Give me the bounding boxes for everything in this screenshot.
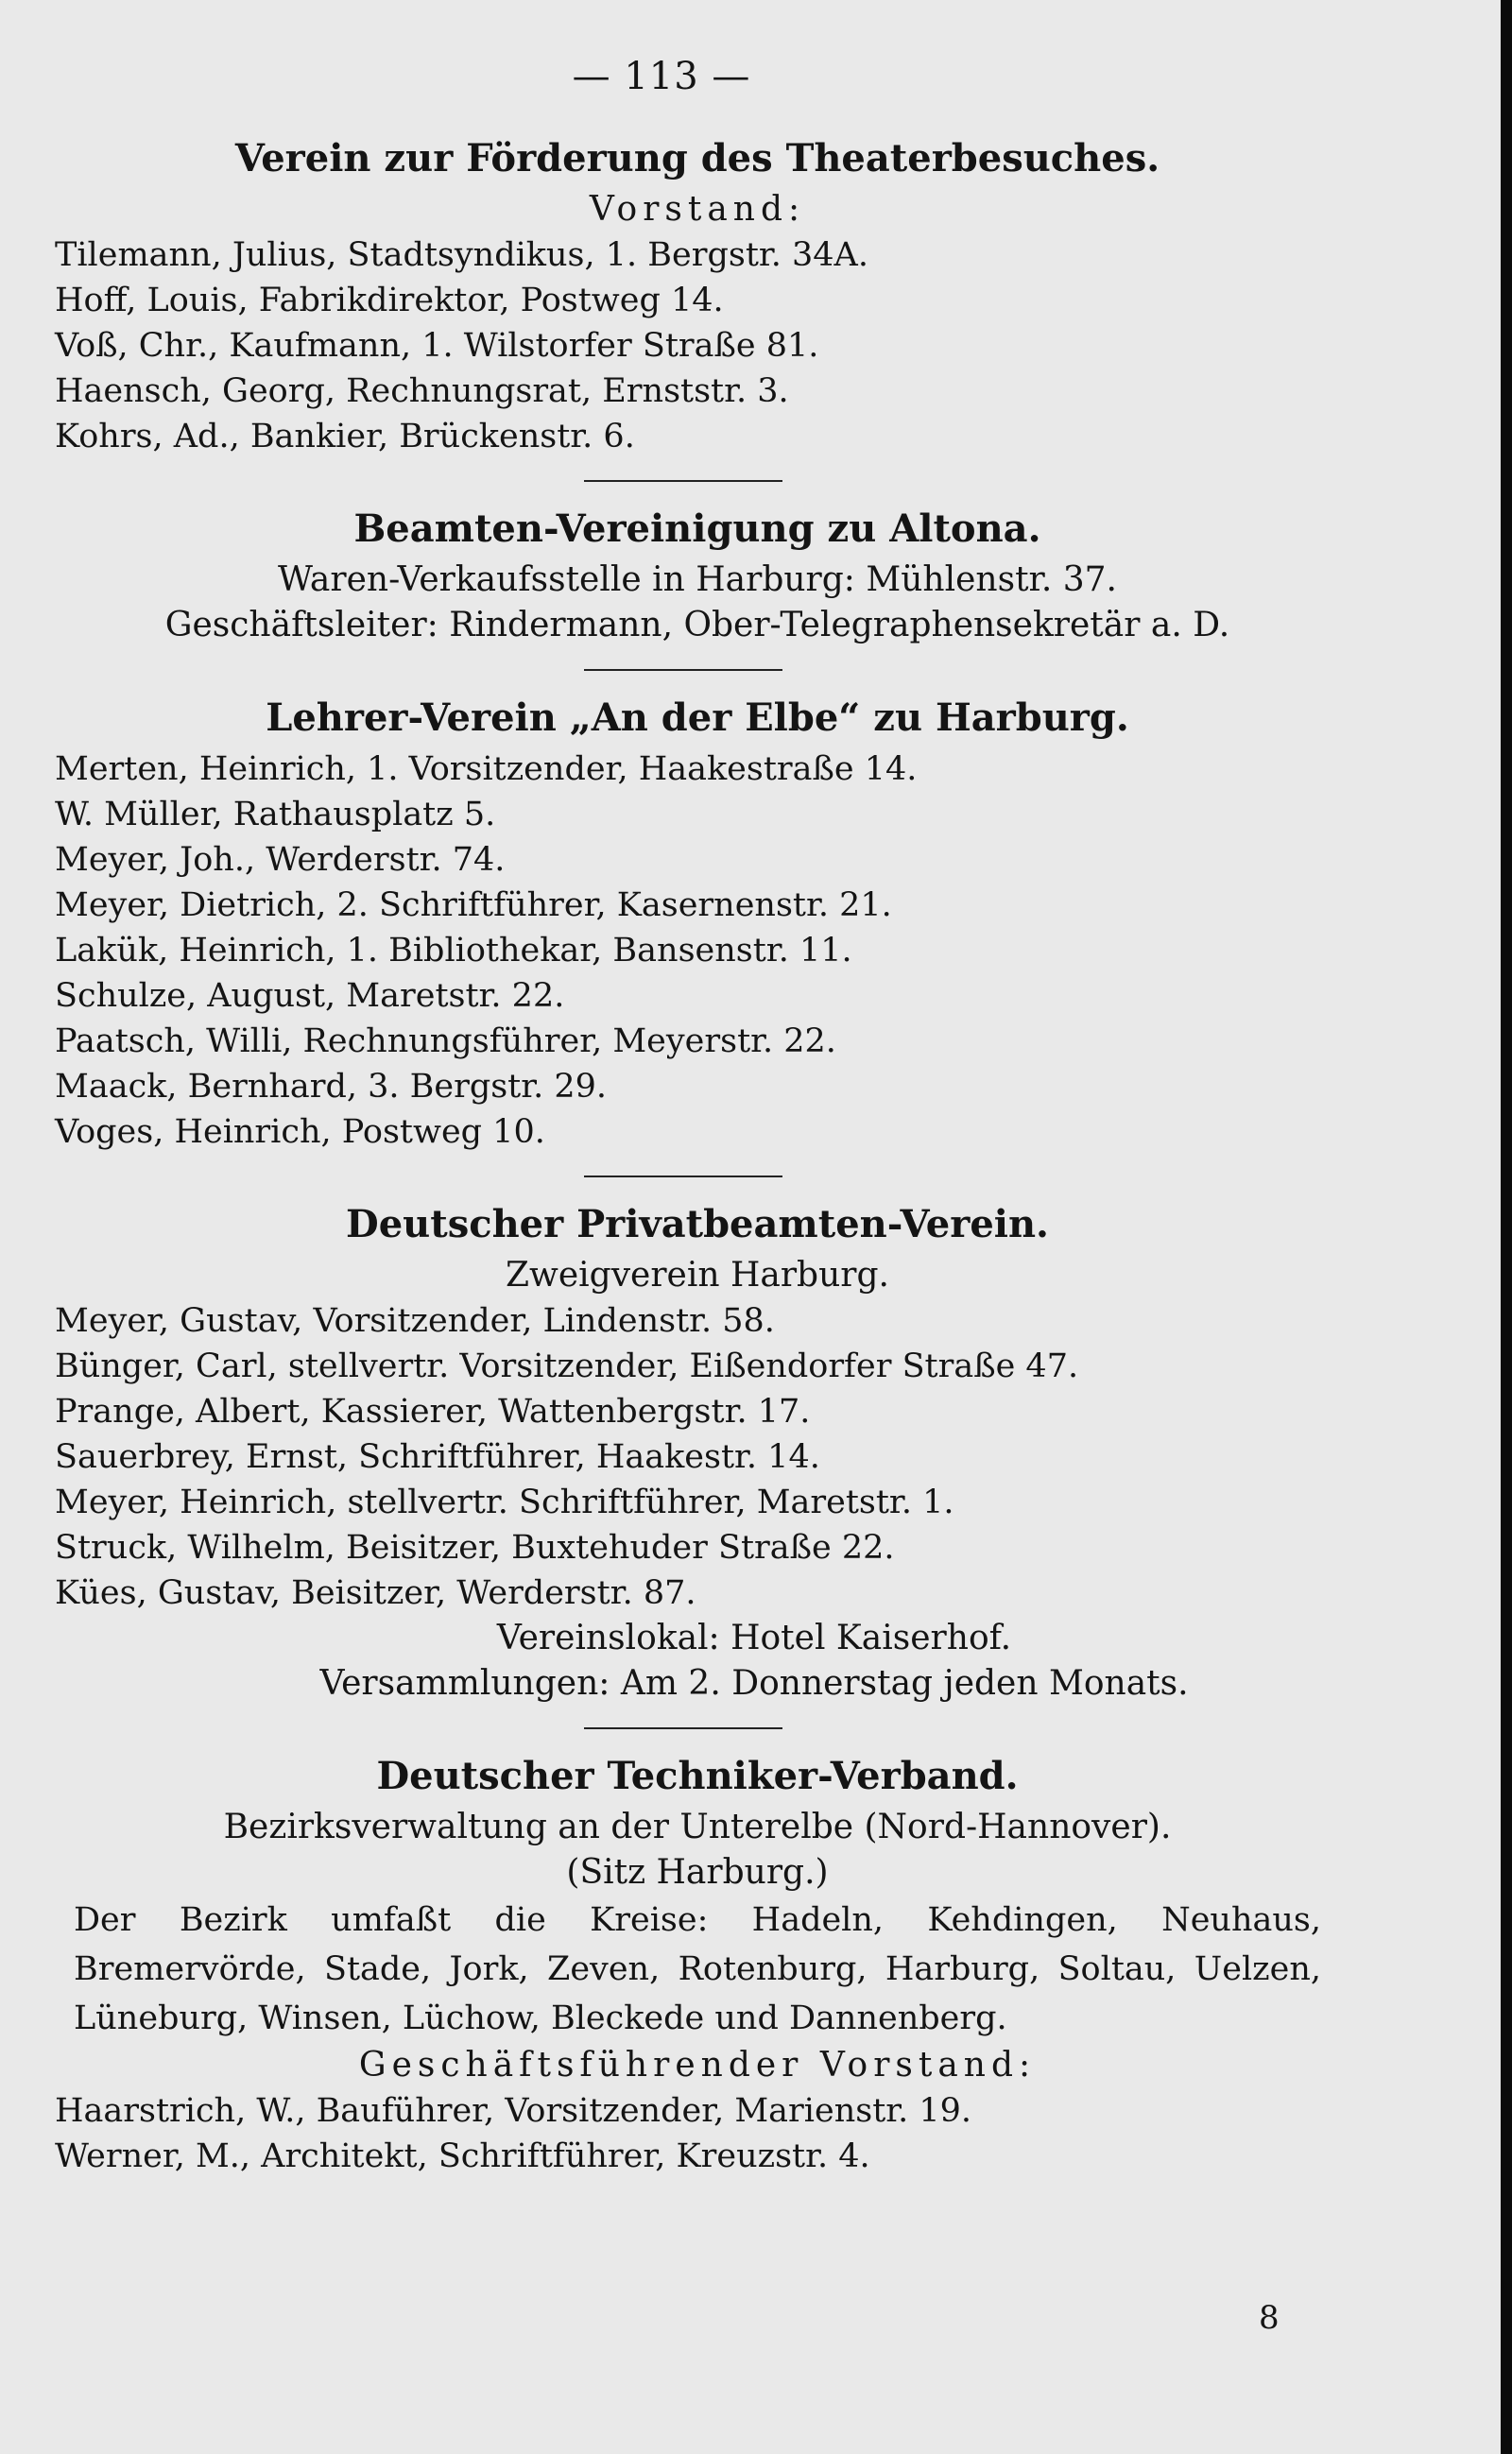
section-title: Beamten-Vereinigung zu Altona. [353,506,1041,551]
section-title: Lehrer-Verein „An der Elbe“ zu Harburg. [266,695,1129,740]
section-privatbeamten-verein [55,1196,1340,1707]
member-line: Haarstrich, W., Bauführer, Vorsitzender, Marienstr. 19. [55,2092,972,2130]
section-title: Verein zur Förderung des Theaterbesuches. [234,136,1160,180]
section-divider [584,669,782,671]
member-line: Meyer, Dietrich, 2. Schriftführer, Kasernenstr. 21. [55,886,892,924]
member-line: Meyer, Joh., Werderstr. 74. [55,841,506,879]
member-line: Kües, Gustav, Beisitzer, Werderstr. 87. [55,1574,696,1612]
member-line: Bünger, Carl, stellvertr. Vorsitzender, Eißendorfer Straße 47. [55,1347,1079,1385]
member-line: Schulze, August, Maretstr. 22. [55,977,565,1015]
section-beamten-vereinigung [55,501,1340,648]
district-paragraph: Der Bezirk umfaßt die Kreise: Hadeln, Kehdingen, Neuhaus, Bremervörde, Stade, Jork, Zeven, Rotenburg, Harburg, Soltau, Uelzen, Lüneburg, Winsen, Lüchow, Bleckede und Dannenberg. [74,1901,1321,2037]
section-divider [584,480,782,482]
member-line: Meyer, Gustav, Vorsitzender, Lindenstr. 58. [55,1302,775,1340]
section-subtitle: Zweigverein Harburg. [506,1256,889,1295]
section-title: Deutscher Techniker-Verband. [376,1754,1019,1798]
member-line: Kohrs, Ad., Bankier, Brückenstr. 6. [55,418,635,455]
section-subtitle: Vorstand: [589,190,806,229]
signature-mark: 8 [1259,2299,1280,2337]
member-line: Hoff, Louis, Fabrikdirektor, Postweg 14. [55,282,724,319]
page-number: — 113 — [572,55,751,98]
member-line: Voges, Heinrich, Postweg 10. [55,1113,545,1151]
member-line: Paatsch, Willi, Rechnungsführer, Meyerstr. 22. [55,1022,836,1060]
member-line: Voß, Chr., Kaufmann, 1. Wilstorfer Straße 81. [55,327,819,365]
section-subtitle: Geschäftsleiter: Rindermann, Ober-Telegraphensekretär a. D. [164,606,1230,644]
section-lehrer-verein [55,690,1340,1155]
section-subtitle: Waren-Verkaufsstelle in Harburg: Mühlenstr. 37. [278,560,1117,599]
member-line: Haensch, Georg, Rechnungsrat, Ernststr. 3. [55,372,789,410]
member-line: Werner, M., Architekt, Schriftführer, Kreuzstr. 4. [55,2137,870,2175]
member-line: Sauerbrey, Ernst, Schriftführer, Haakestr. 14. [55,1438,820,1476]
section-techniker-verband [55,1748,1340,2179]
member-line: Merten, Heinrich, 1. Vorsitzender, Haakestraße 14. [55,750,918,788]
member-line: Tilemann, Julius, Stadtsyndikus, 1. Bergstr. 34A. [55,236,868,274]
section-footer: Versammlungen: Am 2. Donnerstag jeden Monats. [319,1664,1189,1703]
section-divider [584,1176,782,1177]
member-line: Prange, Albert, Kassierer, Wattenbergstr. 17. [55,1393,811,1431]
section-theater-verein [55,130,1340,459]
section-divider [584,1727,782,1729]
member-line: Struck, Wilhelm, Beisitzer, Buxtehuder Straße 22. [55,1529,895,1567]
member-line: W. Müller, Rathausplatz 5. [55,796,496,833]
section-footer: Vereinslokal: Hotel Kaiserhof. [496,1619,1012,1657]
section-subtitle: (Sitz Harburg.) [566,1853,829,1892]
member-line: Maack, Bernhard, 3. Bergstr. 29. [55,1068,608,1106]
section-subtitle: Bezirksverwaltung an der Unterelbe (Nord-Hannover). [223,1808,1172,1846]
page-content [55,130,1340,2179]
section-title: Deutscher Privatbeamten-Verein. [346,1202,1049,1246]
member-line: Lakük, Heinrich, 1. Bibliothekar, Bansenstr. 11. [55,932,852,970]
section-subtitle: Geschäftsführender Vorstand: [358,2046,1037,2085]
member-line: Meyer, Heinrich, stellvertr. Schriftführer, Maretstr. 1. [55,1484,954,1521]
